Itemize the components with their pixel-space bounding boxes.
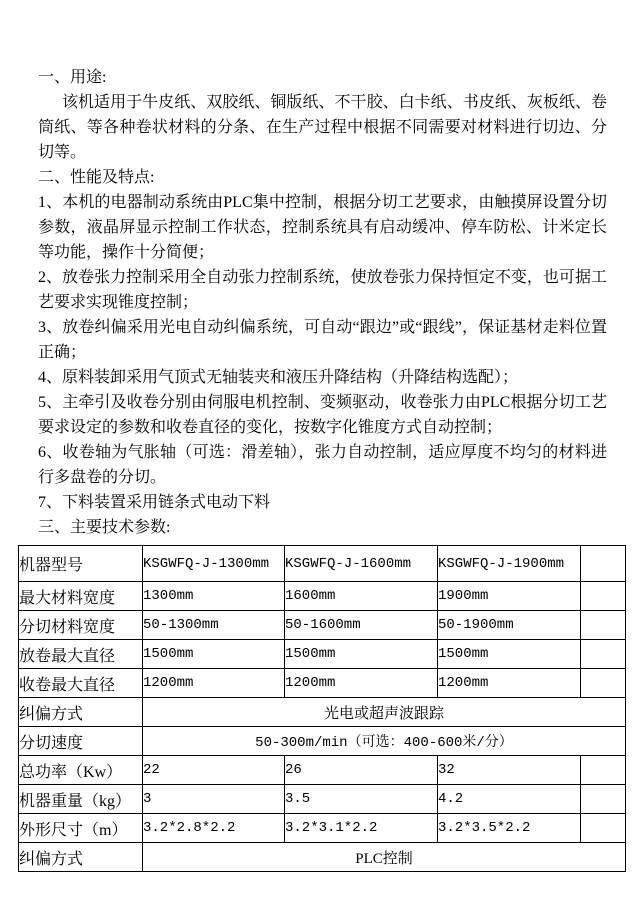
table-row-control bbox=[19, 843, 626, 872]
feature-item-1: 1、本机的电器制动系统由PLC集中控制，根据分切工艺要求，由触摸屏设置分切参数，液晶屏显示控制工作状态，控制系统具有启动缓冲、停车防松、计米定长等功能，操作十分简便； bbox=[38, 194, 607, 261]
table-row-unwind-diameter bbox=[19, 640, 626, 669]
empty-cell bbox=[581, 756, 626, 785]
cell-value: 3.2*3.5*2.2 bbox=[438, 814, 581, 843]
cell-value: 1900mm bbox=[438, 582, 581, 611]
table-row-weight bbox=[19, 785, 626, 814]
table-row-rewind-diameter bbox=[19, 669, 626, 698]
row-label: 外形尺寸（m） bbox=[19, 814, 143, 843]
empty-cell bbox=[581, 814, 626, 843]
cell-value: 1200mm bbox=[143, 669, 285, 698]
merged-cell-value: PLC控制 bbox=[143, 843, 626, 872]
cell-value: KSGWFQ-J-1300mm bbox=[143, 546, 285, 582]
feature-item-7: 7、下料装置采用链条式电动下料 bbox=[38, 494, 271, 511]
feature-item-5: 5、主牵引及收卷分别由伺服电机控制、变频驱动，收卷张力由PLC根据分切工艺要求设定的参数和收卷直径的变化，按数字化锥度方式自动控制； bbox=[38, 394, 607, 436]
cell-value: KSGWFQ-J-1900mm bbox=[438, 546, 581, 582]
table-row-model bbox=[19, 546, 626, 582]
merged-cell-value: 光电或超声波跟踪 bbox=[143, 698, 626, 727]
empty-cell bbox=[581, 582, 626, 611]
row-label: 放卷最大直径 bbox=[19, 640, 143, 669]
cell-value: 50-1300mm bbox=[143, 611, 285, 640]
cell-value: 26 bbox=[285, 756, 438, 785]
section1-paragraph: 该机适用于牛皮纸、双胶纸、铜版纸、不干胶、白卡纸、书皮纸、灰板纸、卷筒纸、等各种卷状材料的分条、在生产过程中根据不同需要对材料进行切边、分切等。 bbox=[38, 94, 607, 161]
row-label: 机器型号 bbox=[19, 546, 143, 582]
row-label: 机器重量（kg） bbox=[19, 785, 143, 814]
cell-value: 3.5 bbox=[285, 785, 438, 814]
cell-value: 1500mm bbox=[438, 640, 581, 669]
cell-value: 1300mm bbox=[143, 582, 285, 611]
cell-value: 4.2 bbox=[438, 785, 581, 814]
cell-value: 3.2*2.8*2.2 bbox=[143, 814, 285, 843]
cell-value: 3 bbox=[143, 785, 285, 814]
table-row-power bbox=[19, 756, 626, 785]
cell-value: 1500mm bbox=[143, 640, 285, 669]
table-row-speed bbox=[19, 727, 626, 756]
spec-table bbox=[18, 545, 626, 872]
row-label: 总功率（Kw） bbox=[19, 756, 143, 785]
row-label: 分切材料宽度 bbox=[19, 611, 143, 640]
section1-heading: 一、用途: bbox=[38, 69, 107, 86]
empty-cell bbox=[581, 611, 626, 640]
feature-item-3: 3、放卷纠偏采用光电自动纠偏系统，可自动“跟边”或“跟线”，保证基材走料位置正确； bbox=[38, 319, 607, 361]
cell-value: 1200mm bbox=[285, 669, 438, 698]
feature-item-4: 4、原料装卸采用气顶式无轴装夹和液压升降结构（升降结构选配）； bbox=[38, 369, 519, 386]
section2-heading: 二、性能及特点: bbox=[38, 169, 155, 186]
row-label: 分切速度 bbox=[19, 727, 143, 756]
cell-value: 50-1600mm bbox=[285, 611, 438, 640]
cell-value: 50-1900mm bbox=[438, 611, 581, 640]
cell-value: 1200mm bbox=[438, 669, 581, 698]
table-row-dimensions bbox=[19, 814, 626, 843]
table-row-max-width bbox=[19, 582, 626, 611]
row-label: 收卷最大直径 bbox=[19, 669, 143, 698]
table-row-correction bbox=[19, 698, 626, 727]
empty-cell bbox=[581, 785, 626, 814]
row-label: 最大材料宽度 bbox=[19, 582, 143, 611]
empty-cell bbox=[581, 669, 626, 698]
table-row-slit-width bbox=[19, 611, 626, 640]
feature-item-2: 2、放卷张力控制采用全自动张力控制系统，使放卷张力保持恒定不变，也可据工艺要求实现锥度控制； bbox=[38, 269, 607, 311]
cell-value: 1500mm bbox=[285, 640, 438, 669]
row-label: 纠偏方式 bbox=[19, 698, 143, 727]
cell-value: KSGWFQ-J-1600mm bbox=[285, 546, 438, 582]
merged-cell-value: 50-300m/min（可选：400-600米/分） bbox=[143, 727, 626, 756]
row-label: 纠偏方式 bbox=[19, 843, 143, 872]
empty-cell bbox=[581, 546, 626, 582]
cell-value: 22 bbox=[143, 756, 285, 785]
cell-value: 3.2*3.1*2.2 bbox=[285, 814, 438, 843]
empty-cell bbox=[581, 640, 626, 669]
cell-value: 32 bbox=[438, 756, 581, 785]
section3-heading: 三、主要技术参数: bbox=[38, 519, 171, 536]
feature-item-6: 6、收卷轴为气胀轴（可选：滑差轴），张力自动控制，适应厚度不均匀的材料进行多盘卷的分切。 bbox=[38, 444, 607, 486]
cell-value: 1600mm bbox=[285, 582, 438, 611]
